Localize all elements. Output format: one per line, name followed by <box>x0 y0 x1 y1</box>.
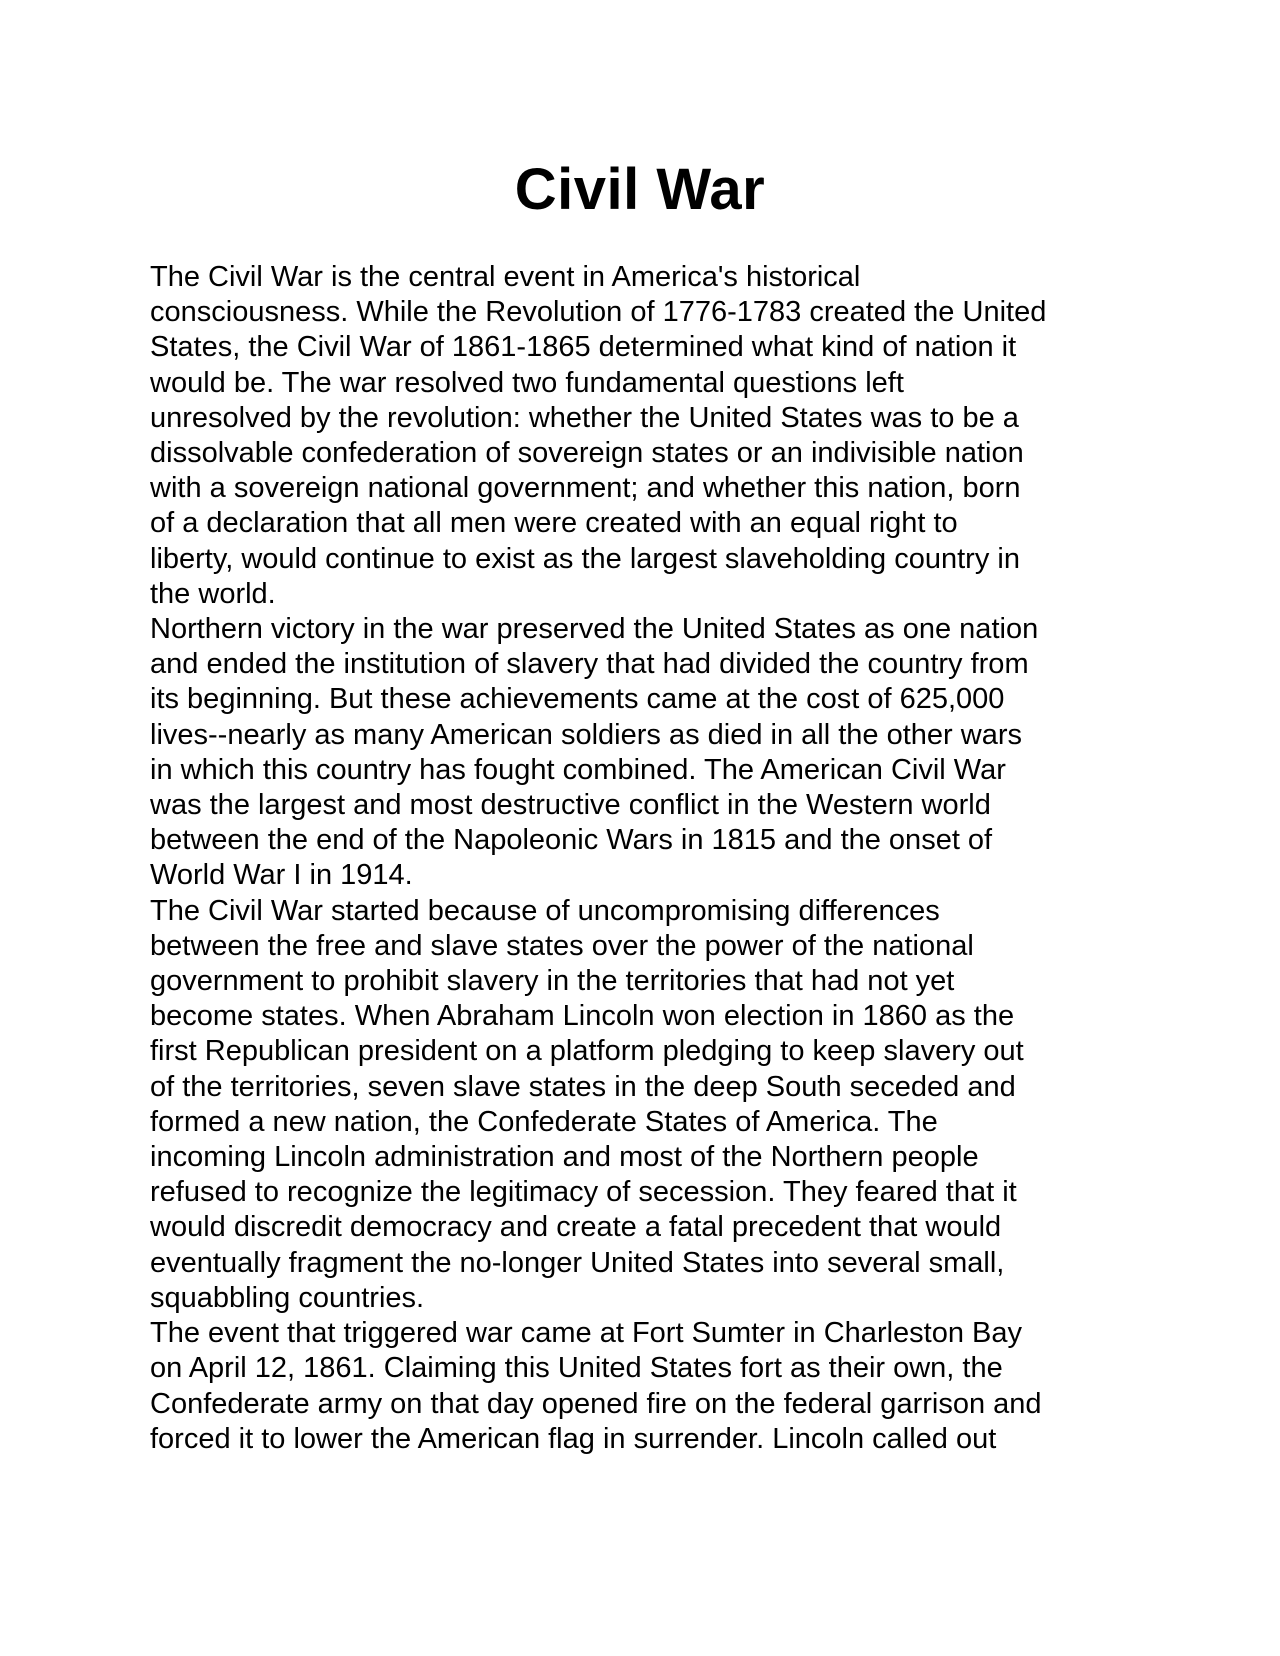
text-line: dissolvable confederation of sovereign states or an indivisible nation <box>150 437 1024 470</box>
paragraph-2 <box>150 612 1160 894</box>
text-line: government to prohibit slavery in the territories that had not yet <box>150 965 955 998</box>
document-body <box>150 260 1160 1457</box>
paragraph-1 <box>150 260 1160 612</box>
text-line: between the free and slave states over the power of the national <box>150 929 974 962</box>
text-line: on April 12, 1861. Claiming this United States fort as their own, the <box>150 1352 1003 1385</box>
paragraph-4 <box>150 1316 1160 1457</box>
text-line: refused to recognize the legitimacy of secession. They feared that it <box>150 1176 1017 1209</box>
text-line: formed a new nation, the Confederate States of America. The <box>150 1105 938 1138</box>
text-line: squabbling countries. <box>150 1281 425 1314</box>
text-line: Northern victory in the war preserved the United States as one nation <box>150 613 1039 646</box>
text-line: forced it to lower the American flag in surrender. Lincoln called out <box>150 1422 997 1455</box>
text-line: would be. The war resolved two fundamental questions left <box>150 366 904 399</box>
text-line: consciousness. While the Revolution of 1776-1783 created the United <box>150 296 1047 329</box>
text-line: incoming Lincoln administration and most of the Northern people <box>150 1141 979 1174</box>
text-line: its beginning. But these achievements came at the cost of 625,000 <box>150 683 1005 716</box>
text-line: of the territories, seven slave states in the deep South seceded and <box>150 1070 1016 1103</box>
text-line: first Republican president on a platform pledging to keep slavery out <box>150 1035 1024 1068</box>
text-line: The event that triggered war came at Fort Sumter in Charleston Bay <box>150 1317 1023 1350</box>
paragraph-3 <box>150 894 1160 1316</box>
text-line: Confederate army on that day opened fire on the federal garrison and <box>150 1387 1042 1420</box>
text-line: was the largest and most destructive conflict in the Western world <box>150 789 991 822</box>
text-line: eventually fragment the no-longer United States into several small, <box>150 1246 1005 1279</box>
text-line: States, the Civil War of 1861-1865 determined what kind of nation it <box>150 331 1017 364</box>
text-line: The Civil War started because of uncompromising differences <box>150 894 940 927</box>
page-title: Civil War <box>514 157 766 222</box>
text-line: and ended the institution of slavery that had divided the country from <box>150 648 1029 681</box>
text-line: The Civil War is the central event in America's historical <box>150 261 861 293</box>
text-line: of a declaration that all men were created with an equal right to <box>150 507 958 540</box>
text-line: the world. <box>150 577 276 610</box>
text-line: become states. When Abraham Lincoln won election in 1860 as the <box>150 1000 1015 1033</box>
text-line: World War I in 1914. <box>150 859 413 892</box>
text-line: between the end of the Napoleonic Wars in 1815 and the onset of <box>150 824 993 857</box>
text-line: liberty, would continue to exist as the largest slaveholding country in <box>150 542 1020 575</box>
text-line: would discredit democracy and create a fatal precedent that would <box>150 1211 1002 1244</box>
text-line: lives--nearly as many American soldiers as died in all the other wars <box>150 718 1022 751</box>
text-line: in which this country has fought combined. The American Civil War <box>150 753 1006 786</box>
text-line: with a sovereign national government; and whether this nation, born <box>150 472 1021 505</box>
text-line: unresolved by the revolution: whether the United States was to be a <box>150 401 1019 434</box>
